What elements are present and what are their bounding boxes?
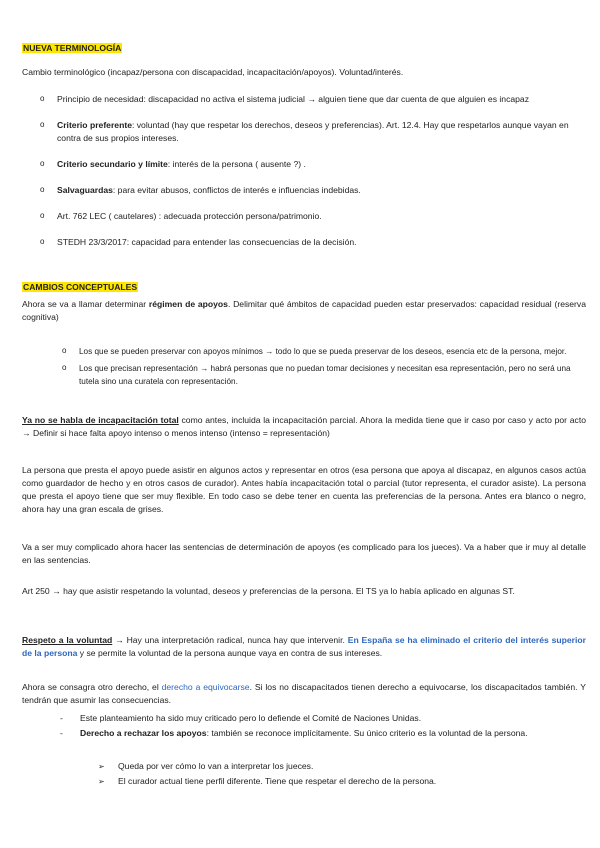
list-item: ➢ El curador actual tiene perfil diferente. Tiene que respetar el derecho de la persona. bbox=[98, 775, 586, 788]
terminology-list bbox=[40, 93, 586, 262]
paragraph-incapacitacion: Ya no se habla de incapacitación total como antes, incluida la incapacitación parcial. Ahora la medida tiene que ir caso por caso y acto por acto → Definir si hace falta apoyo intenso o menos intenso (intenso = representación) bbox=[22, 415, 587, 438]
list-item: o Salvaguardas: para evitar abusos, conflictos de interés e influencias indebidas. bbox=[40, 184, 586, 197]
list-item: o Criterio secundario y límite: interés de la persona ( ausente ?) . bbox=[40, 158, 586, 171]
paragraph-derecho-equivocarse: Ahora se consagra otro derecho, el derecho a equivocarse. Si los no discapacitados tienen derecho a equivocarse, los discapacitados también. Y tendrán que asumir las consecuencias. bbox=[22, 682, 586, 705]
derechos-dash-list bbox=[58, 712, 586, 742]
apoyos-sublist bbox=[62, 345, 586, 392]
list-item: o Principio de necesidad: discapacidad no activa el sistema judicial → alguien tiene que dar cuenta de que alguien es incapaz bbox=[40, 93, 586, 106]
paragraph-regimen-apoyos: Ahora se va a llamar determinar régimen de apoyos. Delimitar qué ámbitos de capacidad pueden estar preservados: capacidad residual (reserva cognitiva) bbox=[22, 299, 586, 322]
paragraph-respeto-voluntad: Respeto a la voluntad → Hay una interpretación radical, nunca hay que intervenir. En España se ha eliminado el criterio del interés superior de la persona y se permite la voluntad de la persona aunque vaya en contra de sus intereses. bbox=[22, 635, 586, 658]
paragraph-art-250: Art 250 → hay que asistir respetando la voluntad, deseos y preferencias de la persona. El TS ya lo había aplicado en algunas ST. bbox=[22, 586, 515, 596]
list-item: - Este planteamiento ha sido muy criticado pero lo defiende el Comité de Naciones Unidas. bbox=[58, 712, 586, 725]
list-item: ➢ Queda por ver cómo lo van a interpretar los jueces. bbox=[98, 760, 586, 773]
section-heading-terminology: NUEVA TERMINOLOGÍA bbox=[23, 43, 122, 53]
list-item: o Los que se pueden preservar con apoyos mínimos → todo lo que se pueda preservar de los deseos, esencia etc de la persona, mejor. bbox=[62, 345, 586, 358]
list-item: o Art. 762 LEC ( cautelares) : adecuada protección persona/patrimonio. bbox=[40, 210, 586, 223]
paragraph-sentencias: Va a ser muy complicado ahora hacer las sentencias de determinación de apoyos (es complicado para los jueces). Va a haber que ir muy al detalle en las sentencias. bbox=[22, 542, 586, 565]
list-item: o Criterio preferente: voluntad (hay que respetar los derechos, deseos y preferencias). Art. 12.4. Hay que respetarlos aunque vayan en contra de sus propios intereses. bbox=[40, 119, 586, 145]
list-item: - Derecho a rechazar los apoyos: también se reconoce implícitamente. Su único criterio es la voluntad de la persona. bbox=[58, 727, 586, 740]
list-item: o STEDH 23/3/2017: capacidad para entender las consecuencias de la decisión. bbox=[40, 236, 586, 249]
curador-arrow-list bbox=[98, 760, 586, 790]
section-heading-conceptual: CAMBIOS CONCEPTUALES bbox=[23, 282, 138, 292]
terminology-intro: Cambio terminológico (incapaz/persona con discapacidad, incapacitación/apoyos). Voluntad/interés. bbox=[22, 67, 404, 77]
paragraph-persona-apoyo: La persona que presta el apoyo puede asistir en algunos actos y representar en otros (esa persona que apoya al discapaz, en algunos casos actúa como guardador de hecho y en otros casos de curador). Antes había incapacitación total o parcial (tutor representa, el curador asiste). La persona que presta el apoyo tiene que ser muy flexible. En todo caso se debe tener en cuenta las preferencias de la persona. Antes era blanco o negro, ahora hay una gran escala de grises. bbox=[22, 465, 586, 514]
list-item: o Los que precisan representación → habrá personas que no puedan tomar decisiones y necesitan esa representación, pero no será una tutela sino una curatela con representación. bbox=[62, 362, 586, 388]
